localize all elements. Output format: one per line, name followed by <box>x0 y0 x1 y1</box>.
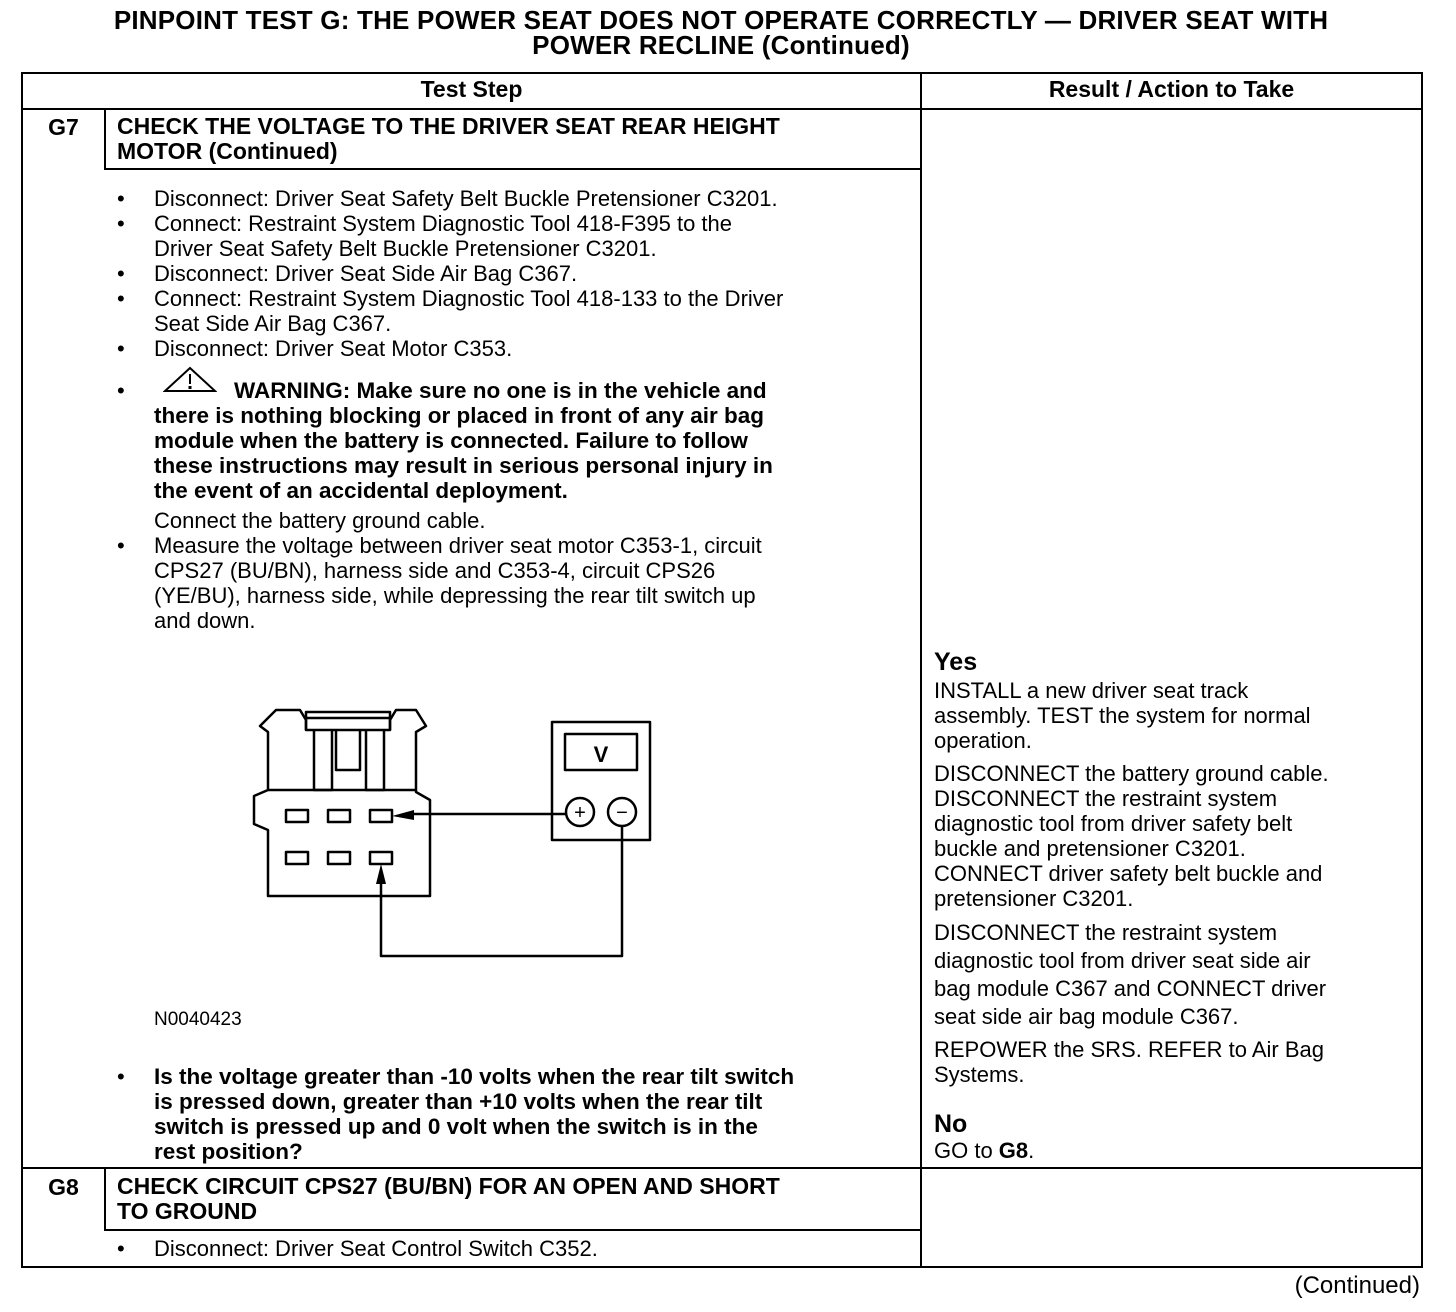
bullet: • <box>117 533 125 558</box>
g7-warning-line-1: WARNING: Make sure no one is in the vehicle and <box>234 378 767 403</box>
bullet: • <box>117 336 125 361</box>
yes-p4-line-1: REPOWER the SRS. REFER to Air Bag <box>934 1037 1325 1062</box>
yes-p4-line-2: Systems. <box>934 1062 1025 1087</box>
g7-id-divider <box>104 108 106 170</box>
connector-latch <box>306 712 390 730</box>
yes-p2-line-4: buckle and pretensioner C3201. <box>934 836 1246 861</box>
figure-id: N0040423 <box>154 1009 242 1030</box>
voltmeter-body <box>552 722 650 840</box>
result-yes-paragraph-2 <box>934 761 1404 911</box>
g7-question-text <box>154 1064 794 1164</box>
yes-p3-line-2: diagnostic tool from driver seat side air <box>934 948 1311 973</box>
yes-p3-line-1: DISCONNECT the restraint system <box>934 920 1278 945</box>
g7-warning-line-2: there is nothing blocking or placed in front of any air bag <box>154 403 765 428</box>
pin-5 <box>328 852 350 864</box>
g7-step-id: G7 <box>48 114 79 140</box>
g7-question-line-3: switch is pressed up and 0 volt when the switch is in the <box>154 1114 758 1139</box>
g7-warning-line-4: these instructions may result in serious personal injury in <box>154 453 773 478</box>
yes-p3-line-3: bag module C367 and CONNECT driver <box>934 976 1327 1001</box>
yes-p2-line-1: DISCONNECT the battery ground cable. <box>934 761 1329 786</box>
result-yes-paragraph-4 <box>934 1037 1404 1087</box>
g7-bullet-3-line-1: Disconnect: Driver Seat Side Air Bag C367. <box>154 261 578 286</box>
bullet: • <box>117 286 125 311</box>
g7-bullet-1 <box>154 186 778 211</box>
g8-title-rule <box>104 1229 922 1231</box>
g7-title-rule <box>104 168 922 170</box>
g7-bullet-1-line-1: Disconnect: Driver Seat Safety Belt Buckle Pretensioner C3201. <box>154 186 778 211</box>
g7-bullet-3 <box>154 261 577 286</box>
header-test-step: Test Step <box>420 76 523 102</box>
g7-bullet-5 <box>154 336 512 361</box>
yes-p3-line-4: seat side air bag module C367. <box>934 1004 1239 1029</box>
yes-p1-line-1: INSTALL a new driver seat track <box>934 678 1249 703</box>
g7-measure-line-2: CPS27 (BU/BN), harness side and C353-4, circuit CPS26 <box>154 558 716 583</box>
pin-1 <box>286 810 308 822</box>
pin-6 <box>370 852 392 864</box>
g7-title-line-2: MOTOR (Continued) <box>117 138 338 164</box>
probe-tip-bottom <box>376 864 386 884</box>
g7-bullet-4 <box>154 286 783 336</box>
yes-p2-line-3: diagnostic tool from driver safety belt <box>934 811 1293 836</box>
header-result-action: Result / Action to Take <box>1048 76 1295 102</box>
g8-step-title <box>117 1174 780 1224</box>
no-action-period: . <box>1028 1138 1035 1163</box>
g8-bullet-1: Disconnect: Driver Seat Control Switch C352. <box>154 1236 598 1261</box>
result-yes-label: Yes <box>934 648 978 676</box>
g7-bullet-2-line-2: Driver Seat Safety Belt Buckle Pretensioner C3201. <box>154 236 657 261</box>
voltmeter-label: V <box>593 742 609 767</box>
g8-title-line-1: CHECK CIRCUIT CPS27 (BU/BN) FOR AN OPEN AND SHORT <box>117 1173 780 1199</box>
bullet: • <box>117 378 125 403</box>
yes-p2-line-6: pretensioner C3201. <box>934 886 1134 911</box>
pin-3 <box>370 810 392 822</box>
g7-bullet-4-line-1: Connect: Restraint System Diagnostic Tool 418-133 to the Driver <box>154 286 784 311</box>
yes-p1-line-3: operation. <box>934 728 1032 753</box>
g7-question-line-4: rest position? <box>154 1139 303 1164</box>
g7-warning-text <box>154 378 773 503</box>
page-title <box>0 5 1442 60</box>
g7-step-title <box>117 114 780 164</box>
g7-warning-line-5: the event of an accidental deployment. <box>154 478 568 503</box>
g7-bullet-2-line-1: Connect: Restraint System Diagnostic Tool 418-F395 to the <box>154 211 733 236</box>
connector-voltmeter-diagram <box>240 700 660 970</box>
bullet: • <box>117 211 125 236</box>
g7-question-line-2: is pressed down, greater than +10 volts when the rear tilt <box>154 1089 763 1114</box>
g7-question-line-1: Is the voltage greater than -10 volts when the rear tilt switch <box>154 1064 795 1089</box>
column-divider <box>920 72 922 1268</box>
g7-bullet-5-line-1: Disconnect: Driver Seat Motor C353. <box>154 336 513 361</box>
g8-top-rule <box>21 1167 1423 1169</box>
bullet: • <box>117 1064 125 1089</box>
pin-4 <box>286 852 308 864</box>
g7-measure-line-3: (YE/BU), harness side, while depressing the rear tilt switch up <box>154 583 756 608</box>
bullet: • <box>117 1236 125 1261</box>
plus-symbol: + <box>574 802 586 824</box>
continued-footer: (Continued) <box>1294 1272 1420 1299</box>
g7-warning-followup: Connect the battery ground cable. <box>154 508 486 533</box>
result-yes-paragraph-1 <box>934 678 1404 753</box>
header-rule <box>21 108 1423 110</box>
result-no-label: No <box>934 1110 968 1138</box>
g7-warning-line-3: module when the battery is connected. Failure to follow <box>154 428 748 453</box>
yes-p2-line-5: CONNECT driver safety belt buckle and <box>934 861 1323 886</box>
minus-symbol: − <box>616 802 628 824</box>
page-title-line-1: PINPOINT TEST G: THE POWER SEAT DOES NOT OPERATE CORRECTLY — DRIVER SEAT WITH <box>113 5 1329 35</box>
g8-step-id: G8 <box>48 1174 79 1200</box>
g7-title-line-1: CHECK THE VOLTAGE TO THE DRIVER SEAT REAR HEIGHT <box>117 113 780 139</box>
g7-bullet-2 <box>154 211 732 261</box>
g7-bullet-4-line-2: Seat Side Air Bag C367. <box>154 311 392 336</box>
g8-id-divider <box>104 1167 106 1231</box>
page-title-line-2: POWER RECLINE (Continued) <box>532 30 910 60</box>
result-yes-paragraph-3 <box>934 919 1404 1031</box>
bullet: • <box>117 261 125 286</box>
no-action-text: GO to <box>934 1138 999 1163</box>
pin-2 <box>328 810 350 822</box>
g7-measure-line-1: Measure the voltage between driver seat motor C353-1, circuit <box>154 533 762 558</box>
g8-title-line-2: TO GROUND <box>117 1198 258 1224</box>
connector-body <box>254 710 430 896</box>
result-no-action <box>934 1138 1404 1163</box>
yes-p2-line-2: DISCONNECT the restraint system <box>934 786 1278 811</box>
yes-p1-line-2: assembly. TEST the system for normal <box>934 703 1311 728</box>
go-to-g8-link[interactable]: G8 <box>998 1138 1029 1163</box>
g7-measure-line-4: and down. <box>154 608 256 633</box>
bullet: • <box>117 186 125 211</box>
g7-measure-text <box>154 533 762 633</box>
probe-tip-top <box>392 810 414 820</box>
